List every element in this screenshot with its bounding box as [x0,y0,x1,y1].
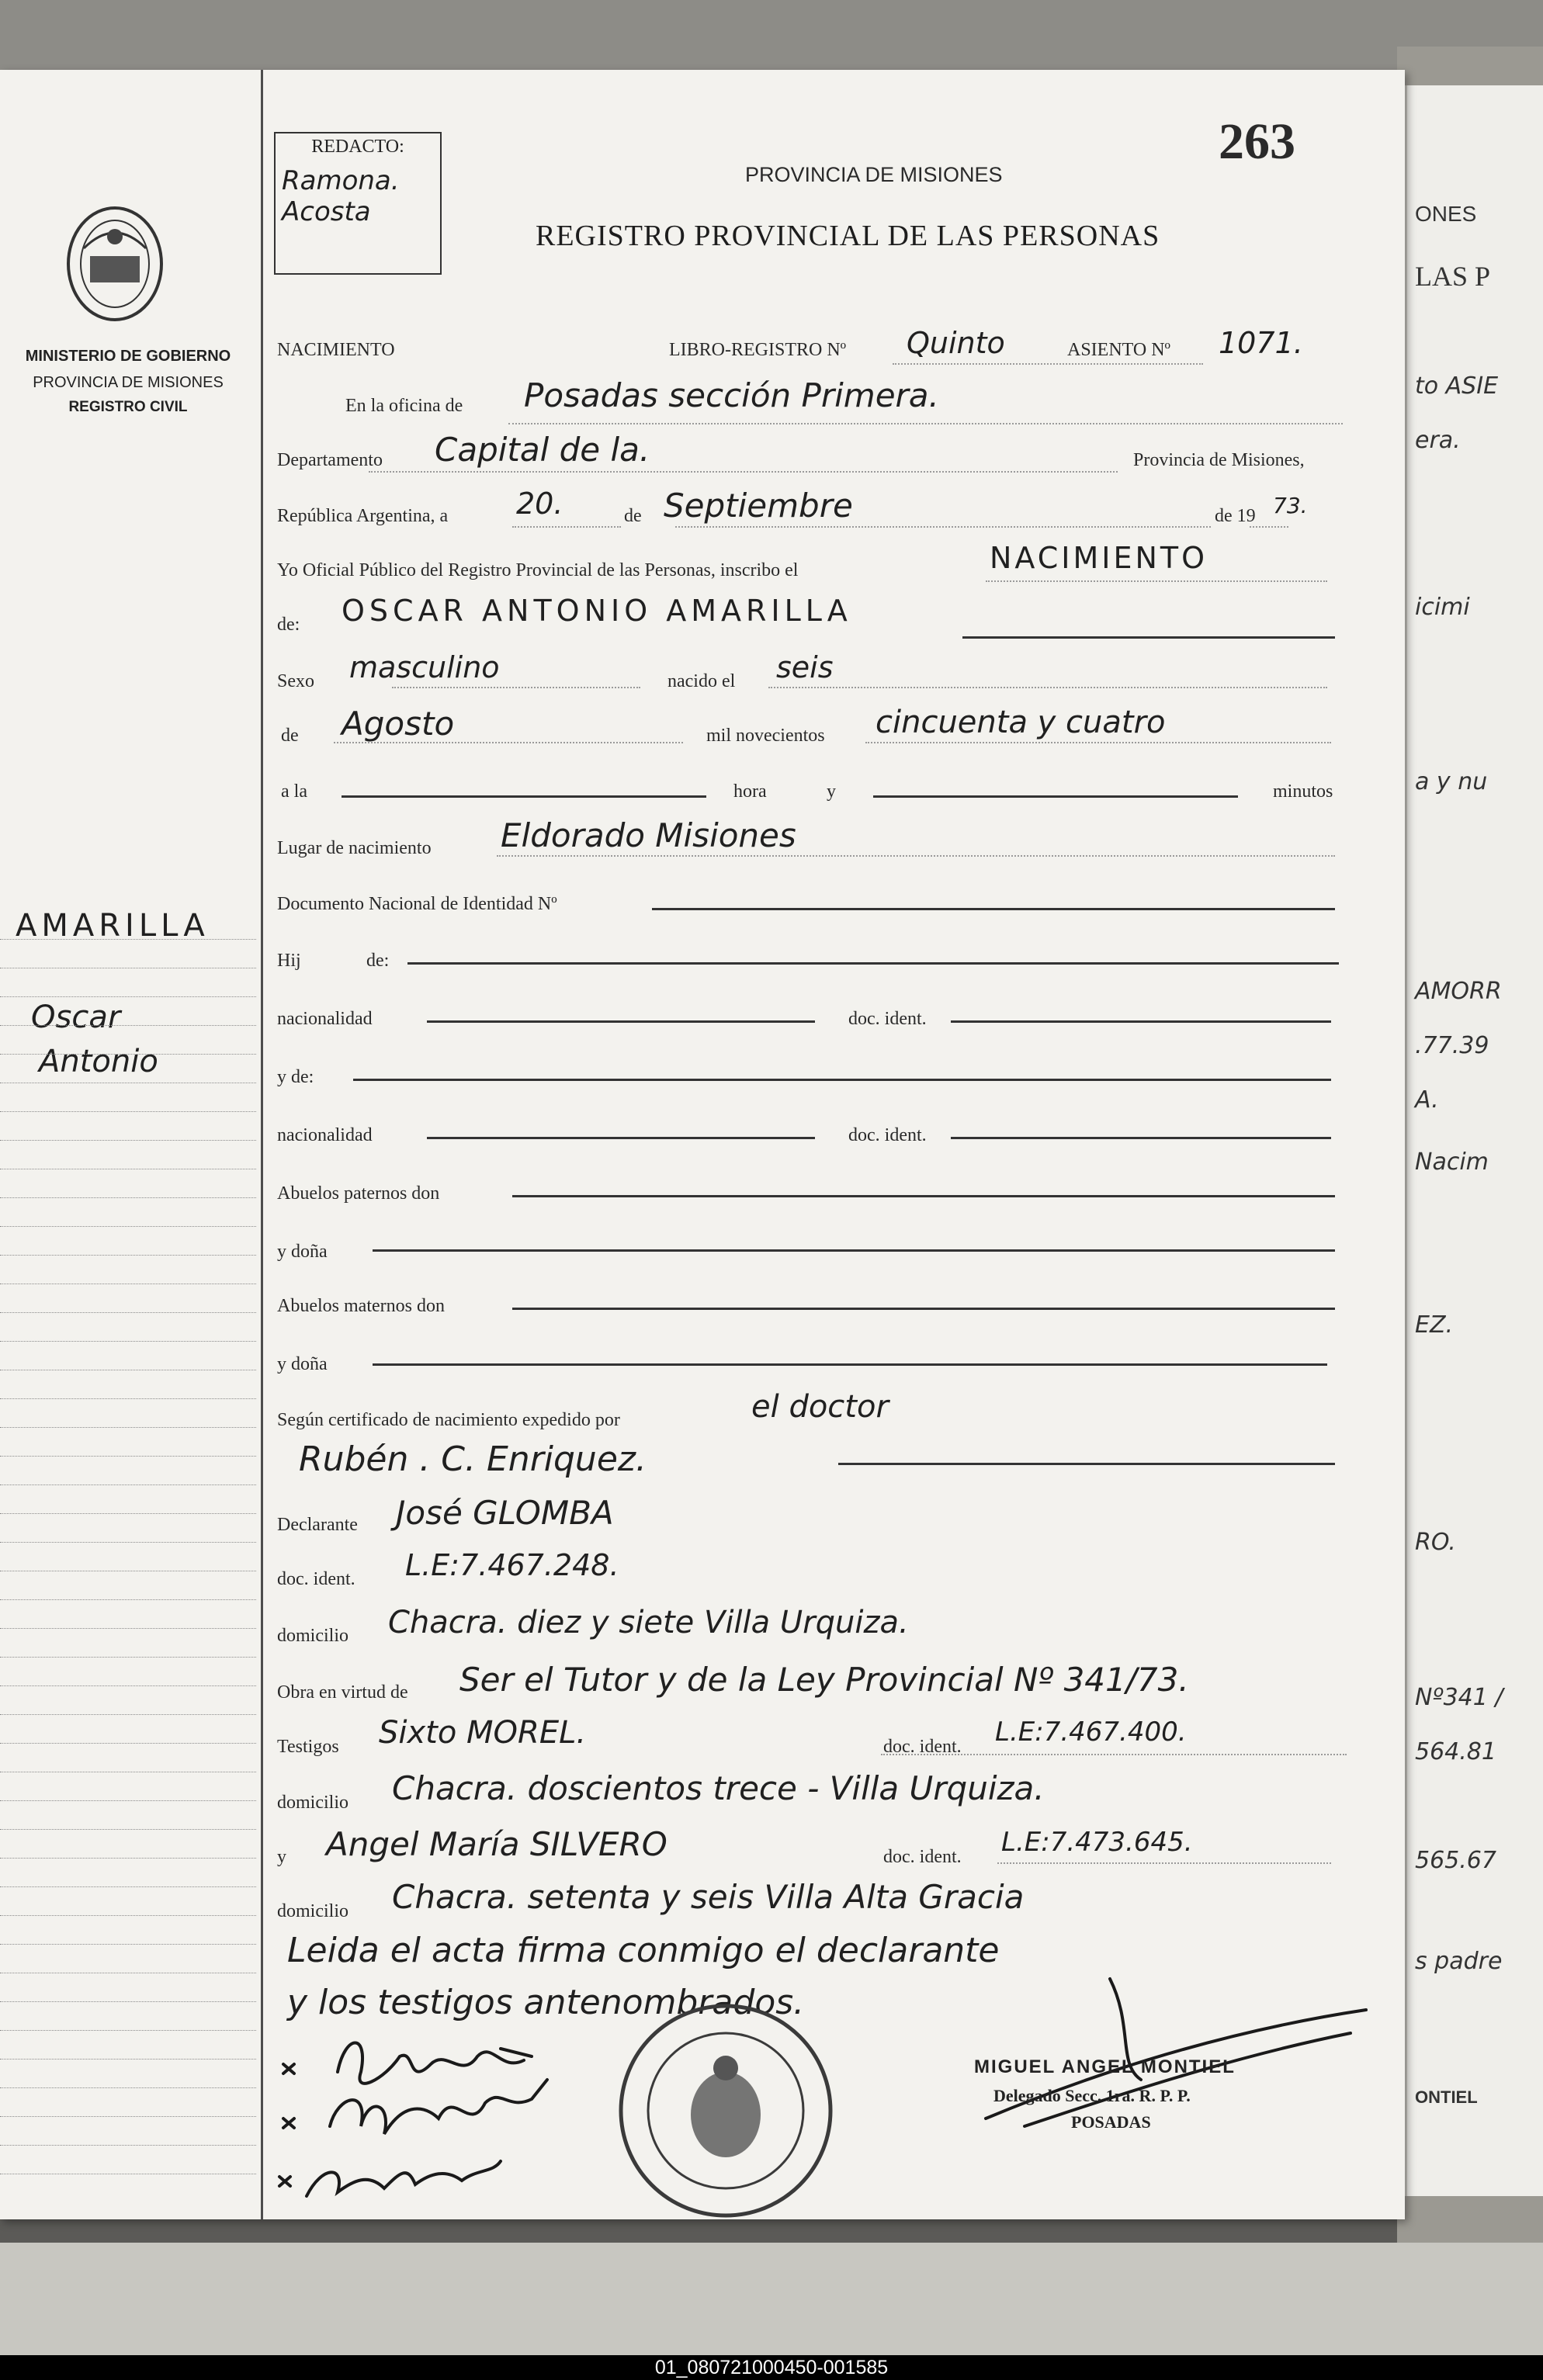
stamp-name: MIGUEL ANGEL MONTIEL [974,2056,1236,2077]
domicilio-label: domicilio [277,1901,348,1921]
redacto-label: REDACTO: [311,137,404,157]
solid-rule [353,1079,1331,1081]
solid-rule [407,962,1339,965]
de-label: de [624,506,642,526]
dotted-rule [986,580,1327,582]
margin-ruled-line [0,939,256,940]
solid-rule [962,636,1335,639]
birth-month-value: Agosto [342,705,455,743]
declarante-label: Declarante [277,1515,358,1535]
libro-label: LIBRO-REGISTRO Nº [669,340,847,360]
doc-ident-lower-label: doc. ident. [277,1569,355,1589]
margin-ruled-line [0,2116,256,2117]
domicilio-label: domicilio [277,1626,348,1646]
margin-given-name-2: Antonio [39,1044,158,1079]
adjacent-text: to ASIE [1415,372,1499,400]
adjacent-text: AMORR [1415,978,1502,1005]
certificado-value-2: Rubén . C. Enriquez. [299,1439,647,1479]
dotted-rule [392,687,640,688]
margin-ruled-line [0,1513,256,1514]
name-value: OSCAR ANTONIO AMARILLA [342,594,852,628]
solid-rule [873,795,1238,798]
sexo-label: Sexo [277,671,314,691]
abuelos-maternos-label: Abuelos maternos don [277,1296,445,1316]
departamento-label: Departamento [277,450,383,470]
official-signature-image [962,1948,1382,2134]
y-de-label: y de: [277,1067,314,1087]
margin-ruled-line [0,1858,256,1859]
margin-ruled-line [0,1628,256,1629]
margin-ruled-line [0,1341,256,1342]
dotted-rule [497,855,1335,857]
closing-line-1: Leida el acta firma conmigo el declarante [287,1931,1000,1970]
registro-civil-label: REGISTRO CIVIL [68,399,188,415]
y-dona-label: y doña [277,1242,328,1262]
dotted-rule [865,742,1331,743]
margin-ruled-line [0,2145,256,2146]
solid-rule [373,1363,1327,1366]
republica-label: República Argentina, a [277,506,449,526]
solid-rule [427,1020,815,1023]
margin-ruled-line [0,1829,256,1830]
provincia-label: Provincia de Misiones, [1133,450,1305,470]
nacido-label: nacido el [667,671,736,691]
file-id-bar: 01_080721000450-001585 [0,2355,1543,2380]
margin-ruled-line [0,1255,256,1256]
margin-ruled-line [0,1456,256,1457]
doc-ident-label: doc. ident. [848,1009,927,1029]
doc-ident-label: doc. ident. [883,1737,962,1757]
adjacent-text: a y nu [1415,768,1488,795]
nacimiento-label: NACIMIENTO [277,340,395,360]
margin-ruled-line [0,1312,256,1313]
acto-value: NACIMIENTO [990,541,1208,575]
solid-rule [951,1020,1331,1023]
margin-ruled-line [0,1915,256,1916]
de19-label: de 19 [1215,506,1256,526]
margin-ruled-line [0,1714,256,1715]
adjacent-text: A. [1415,1086,1439,1114]
de-month-label: de [281,726,299,746]
redacto-box [274,132,442,275]
solid-rule [652,908,1335,910]
declarante-doc-value: L.E:7.467.248. [405,1548,619,1582]
lugar-value: Eldorado Misiones [501,816,796,854]
adjacent-text: Nº341 / [1415,1684,1503,1711]
testigo1-value: Sixto MOREL. [379,1715,587,1751]
hora-label: hora [733,781,767,802]
solid-rule [512,1195,1335,1197]
y-dona-label: y doña [277,1354,328,1374]
adjacent-page [1405,85,1543,2196]
dotted-rule [334,742,683,743]
margin-ruled-line [0,1484,256,1485]
page-number: 263 [1219,113,1295,170]
testigo2-value: Angel María SILVERO [326,1825,667,1863]
margin-ruled-line [0,2059,256,2060]
margin-ruled-line [0,1599,256,1600]
month-value: Septiembre [664,487,853,525]
testigo1-doc-value: L.E:7.467.400. [995,1717,1187,1748]
margin-ruled-line [0,1743,256,1744]
solid-rule [373,1249,1335,1252]
margin-surname: AMARILLA [16,908,210,944]
stamp-city: POSADAS [1071,2112,1151,2132]
margin-ruled-line [0,1657,256,1658]
dotted-rule [675,526,1211,528]
margin-given-name-1: Oscar [31,999,121,1035]
oficina-value: Posadas sección Primera. [524,376,939,414]
dotted-rule [768,687,1327,688]
margin-ruled-line [0,2001,256,2002]
adjacent-text: ONTIEL [1415,2087,1478,2107]
oficial-label: Yo Oficial Público del Registro Provincial de las Personas, inscribo el [277,560,799,580]
margin-ruled-line [0,1886,256,1887]
a-la-label: a la [281,781,307,802]
solid-rule [342,795,706,798]
minutos-label: minutos [1273,781,1333,802]
margin-ruled-line [0,1054,256,1055]
registry-title: REGISTRO PROVINCIAL DE LAS PERSONAS [536,220,1160,252]
solid-rule [951,1137,1331,1139]
province-seal-icon [61,202,169,326]
solid-rule [512,1308,1335,1310]
doc-ident-label: doc. ident. [883,1847,962,1867]
margin-ruled-line [0,2087,256,2088]
margin-ruled-line [0,1140,256,1141]
adjacent-text: 565.67 [1415,1847,1496,1874]
y-label: y [827,781,836,802]
year-value: 73. [1273,493,1308,518]
ministry-label: MINISTERIO DE GOBIERNO [25,348,231,365]
adjacent-text: RO. [1415,1529,1456,1556]
margin-ruled-line [0,996,256,997]
desk-background [0,2243,1543,2355]
certificado-value-1: el doctor [751,1389,889,1425]
lugar-label: Lugar de nacimiento [277,838,432,858]
oficina-label: En la oficina de [345,396,463,416]
document-page [0,70,1405,2219]
testigo1-domicilio-value: Chacra. doscientos trece - Villa Urquiza. [392,1769,1045,1807]
dotted-rule [369,471,1118,473]
margin-ruled-line [0,1685,256,1686]
province-heading: PROVINCIA DE MISIONES [745,163,1003,186]
adjacent-text: Nacim [1415,1148,1489,1176]
dotted-rule [508,423,1343,424]
margin-ruled-line [0,1427,256,1428]
binder-background-top [0,0,1543,78]
testigos-label: Testigos [277,1737,339,1757]
obra-value: Ser el Tutor y de la Ley Provincial Nº 341/73. [459,1661,1189,1699]
margin-ruled-line [0,1944,256,1945]
solid-rule [427,1137,815,1139]
adjacent-text: s padre [1415,1948,1503,1975]
adjacent-text: 564.81 [1415,1738,1496,1765]
hij-label: Hij [277,951,301,971]
abuelos-paternos-label: Abuelos paternos don [277,1183,440,1204]
adjacent-text: LAS P [1415,261,1491,292]
adjacent-text: icimi [1415,594,1470,621]
redacto-name-1: Ramona. [282,165,400,196]
y-label: y [277,1847,286,1867]
asiento-value: 1071. [1219,326,1303,360]
closing-line-2: y los testigos antenombrados. [287,1983,805,2022]
dotted-rule [1250,526,1288,528]
year-words-value: cincuenta y cuatro [876,705,1166,740]
testigo2-domicilio-value: Chacra. setenta y seis Villa Alta Gracia [392,1878,1025,1916]
margin-ruled-line [0,1800,256,1801]
day-value: 20. [516,487,563,521]
obra-label: Obra en virtud de [277,1682,408,1703]
mil-novecientos-label: mil novecientos [706,726,825,746]
nacionalidad-label: nacionalidad [277,1125,373,1145]
redacto-name-2: Acosta [282,196,371,227]
margin-ruled-line [0,1197,256,1198]
margin-ruled-line [0,1542,256,1543]
margin-ruled-line [0,2030,256,2031]
testigo2-doc-value: L.E:7.473.645. [1001,1827,1193,1858]
margin-rule [261,70,263,2219]
domicilio-label: domicilio [277,1793,348,1813]
de-name-label: de: [277,615,300,635]
libro-value: Quinto [907,326,1005,360]
adjacent-text: era. [1415,427,1461,454]
dotted-rule [893,363,1203,365]
official-seal-stamp [613,1998,838,2223]
sexo-value: masculino [349,650,500,684]
dni-label: Documento Nacional de Identidad Nº [277,894,557,914]
declarante-value: José GLOMBA [396,1494,614,1532]
certificado-label: Según certificado de nacimiento expedido por [277,1410,620,1430]
departamento-value: Capital de la. [435,431,650,469]
dotted-rule [881,1754,1347,1755]
margin-province-label: PROVINCIA DE MISIONES [33,374,224,391]
margin-ruled-line [0,1398,256,1399]
nacido-value: seis [776,650,834,684]
margin-ruled-line [0,1226,256,1227]
adjacent-text: .77.39 [1415,1032,1489,1059]
adjacent-text: ONES [1415,202,1477,226]
stamp-title: Delegado Secc. 1ra. R. P. P. [993,2086,1191,2105]
nacionalidad-label: nacionalidad [277,1009,373,1029]
asiento-label: ASIENTO Nº [1067,340,1170,360]
dotted-rule [997,1862,1331,1864]
adjacent-text: EZ. [1415,1311,1454,1339]
margin-ruled-line [0,1025,256,1026]
dotted-rule [512,526,621,528]
hij-de-label: de: [366,951,390,971]
solid-rule [838,1463,1335,1465]
margin-ruled-line [0,1111,256,1112]
doc-ident-label: doc. ident. [848,1125,927,1145]
declarante-domicilio-value: Chacra. diez y siete Villa Urquiza. [388,1605,909,1640]
